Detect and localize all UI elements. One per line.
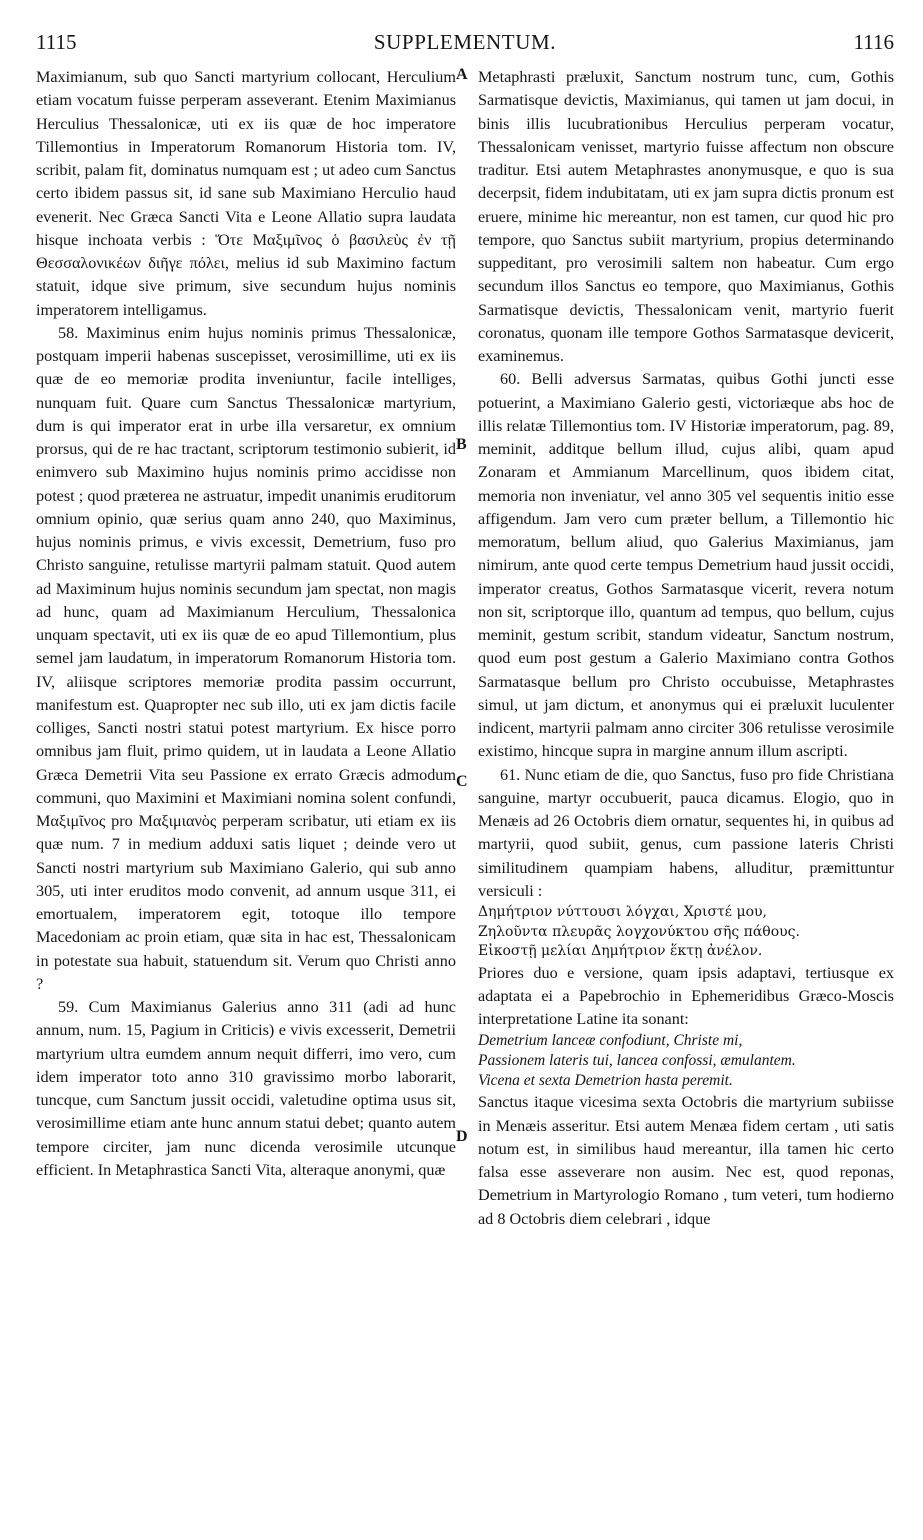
page-number-right: 1116 — [853, 30, 894, 54]
margin-letter-c: C — [456, 773, 468, 790]
greek-verse-3: Εἰκοστῇ μελίαι Δημήτριον ἕκτῃ ἀνέλον. — [478, 943, 763, 959]
page-header — [36, 30, 894, 60]
left-column — [36, 66, 456, 1182]
paragraph-57-continued: Maximianum, sub quo Sancti martyrium collocant, Herculium etiam vocatum fuisse perperam asseverant. Etenim Maximianus Herculius Thessalonicæ, uti ex iis quæ de hoc imperatore Tillemontius in Imperatorum Romanorum Historia tom. IV, scribit, palam fit, dominatus numquam est ; ut adeo cum Sanctus certo ibidem passus sit, id sane sub Maximiano Herculio haud evenerit. Nec Græca Sancti Vita e Leone Allatio supra laudata hisque inchoata verbis : Ὅτε Μαξιμῖνος ὁ βασιλεὺς ἐν τῇ Θεσσαλονικέων διῆγε πόλει, melius id sub Maximino factum statuit, idque sive primum, sive secundum hujus nominis imperatorem intelligamus. — [36, 68, 456, 319]
margin-letter-a: A — [456, 66, 468, 83]
latin-verse-3: Vicena et sexta Demetrion hasta peremit. — [478, 1072, 733, 1090]
paragraph-61: 61. Nunc etiam de die, quo Sanctus, fuso pro fide Christiana sanguine, martyr occubuerit, pauca dicamus. Elogio, quo in Menæis ad 26 Octobris diem ornatur, sequentes hi, in quibus ad martyrii, quod subiit, genus, cum passione lateris Christi similitudinem quampiam habens, alluditur, præmittuntur versiculi : — [478, 765, 894, 900]
closing-paragraph: Sanctus itaque vicesima sexta Octobris die martyrium subiisse in Menæis asseritur. Etsi autem Menæa fidem certam , uti satis notum est, in similibus haud mereantur, illa tamen hic certo falsa esse asseverare non ausim. Nec est, quod reponas, Demetrium in Martyrologio Romano , tum veteri, tum hodierno ad 8 Octobris diem celebrari , idque — [478, 1093, 894, 1228]
paragraph-59: 59. Cum Maximianus Galerius anno 311 (adi ad hunc annum, num. 15, Pagium in Criticis) e vivis excesserit, Demetrii martyrium ultra eumdem annum nequit differri, imo vero, cum idem imperator toto anno 310 gravissimo morbo laborarit, tuncque, cum Sanctum jussit occidi, valetudine optima usus sit, verosimillime etiam ante hunc annum statui debet; quanto autem tempore circiter, jam nunc dicenda verosimile utcunque efficient. In Metaphrastica Sancti Vita, alteraque anonymi, quæ — [36, 998, 456, 1179]
page-number-left: 1115 — [36, 30, 77, 54]
margin-letter-d: D — [456, 1128, 468, 1145]
greek-verse-2: Ζηλοῦντα πλευρᾶς λογχονύκτου σῆς πάθους. — [478, 923, 800, 940]
running-title: SUPPLEMENTUM. — [373, 30, 557, 54]
latin-verse-2: Passionem lateris tui, lancea confossi, æmulantem. — [478, 1052, 796, 1070]
right-column — [478, 66, 894, 1231]
greek-verse-1: Δημήτριον νύττουσι λόγχαι, Χριστέ μου, — [478, 904, 767, 920]
margin-letter-b: B — [456, 436, 467, 453]
latin-verse-1: Demetrium lanceæ confodiunt, Christe mi, — [478, 1032, 743, 1050]
paragraph-58: 58. Maximinus enim hujus nominis primus Thessalonicæ, postquam imperii habenas suscepisset, verosimillime, uti ex iis quæ de eo memoriæ prodita inveniuntur, facile intelliges, nunquam fuit. Quare cum Sanctus Thessalonicæ martyrium, dum is qui imperator erat in urbe illa versaretur, ex omnium prorsus, qui de re hac tractant, scriptorum testimonio subierit, id enimvero sub Maximino hujus nominis primo accidisse non potest ; quod præterea ne astruatur, impedit unanimis eruditorum omnium opinio, quæ serius quam anno 240, quo Maximinus, hujus nominis primus, e vivis excessit, Demetrium, fuso pro Christo sanguine, retulisse martyrii palmam statuit. Quod autem ad Maximinum hujus nominis secundum jam spectat, non magis ad hunc, quam ad Maximianum Herculium, Thessalonica unquam spectavit, uti ex iis quæ de eo apud Tillemontium, plus semel jam laudatum, in imperatorum Romanorum Historia tom. IV, aliisque scriptores memoriæ prodita passim occurrunt, manifestum est. Quapropter nec sub illo, uti ex jam dictis facile colliges, Sancti nostri statui potest martyrium. Ex hisce porro omnibus jam fluit, primo quidem, ut in laudata a Leone Allatio Græca Demetrii Vita seu Passione ex errato Græcis admodum communi, quo Maximini et Maximiani nomina solent confundi, Μαξιμῖνος pro Μαξιμιανὸς perperam scribatur, uti etiam ex iis quæ num. 7 in medium adduxi satis liquet ; deinde vero ut Sancti nostri martyrium sub Maximiano Galerio, qui sub anno 305, uti inter eruditos modo convenit, ad annum usque 311, ei emortualem, imperatorem egit, totoque illo tempore Macedoniam ac proin etiam, quæ sita in hac est, Thessalonicam in potestate sua habuit, statuendum sit. Verum quo Christi anno ? — [36, 323, 456, 993]
translation-intro: Priores duo e versione, quam ipsis adaptavi, tertiusque ex adaptata ei a Papebrochio in Ephemeridibus Græco-Moscis interpretatione Latine ita sonant: — [478, 963, 894, 1028]
paragraph-59-continued: Metaphrasti præluxit, Sanctum nostrum tunc, cum, Gothis Sarmatisque devictis, Maximianus, qui tamen ut jam docui, in binis illis lucubrationibus Herculius perperam vocatur, Thessalonicam venisset, martyrio fuisse affectum non obscure traditur. Etsi autem Metaphrastes anonymusque, e quo is sua decerpsit, fidem indubitatam, uti ex jam supra dictis pronum est eruere, minime hic mereantur, non est tamen, cur quod hic pro tempore, quo Sanctus subiit martyrium, propius determinando suppeditant, pro verosimili saltem non habeatur. Cum ergo secundum illos Sanctus eo tempore, quo Maximianus, Gothis Sarmatisque devictis, Thessalonicam venit, martyrio fuerit coronatus, quonam ille tempore Gothos Sarmatasque devicerit, examinemus. — [478, 68, 894, 365]
paragraph-60: 60. Belli adversus Sarmatas, quibus Gothi juncti esse potuerint, a Maximiano Galerio gesti, victoriæque abs hoc de illis relatæ Tillemontius tom. IV Historiæ imperatorum, pag. 89, meminit, additque bellum illud, cujus alibi, quam apud Zonaram et Ammianum Marcellinum, quos ibidem citat, memoria non inveniatur, vel anno 305 vel sequentis initio esse affigendum. Jam vero cum præter bellum, a Tillemontio hic memoratum, bellum aliud, quo Galerius Maximianus, jam nimirum, ante quod certe tempus Demetrium haud jussit occidi, imperator creatus, Gothos Sarmatasque vicerit, revera notum non sit, scriptorque illo, quantum ad tempus, quo bellum, cujus meminit, gestum scribit, standum videatur, Sanctum nostrum, quod eum post gestum a Galerio Maximiano contra Gothos Sarmatasque bellum pro Christo occubuisse, Metaphrastes simul, ut jam dictum, et anonymus qui ei præluxit luculenter indicent, martyrii palmam anno circiter 306 retulisse verosimile existimo, hincque supra in margine annum illum ascripti. — [478, 370, 894, 761]
